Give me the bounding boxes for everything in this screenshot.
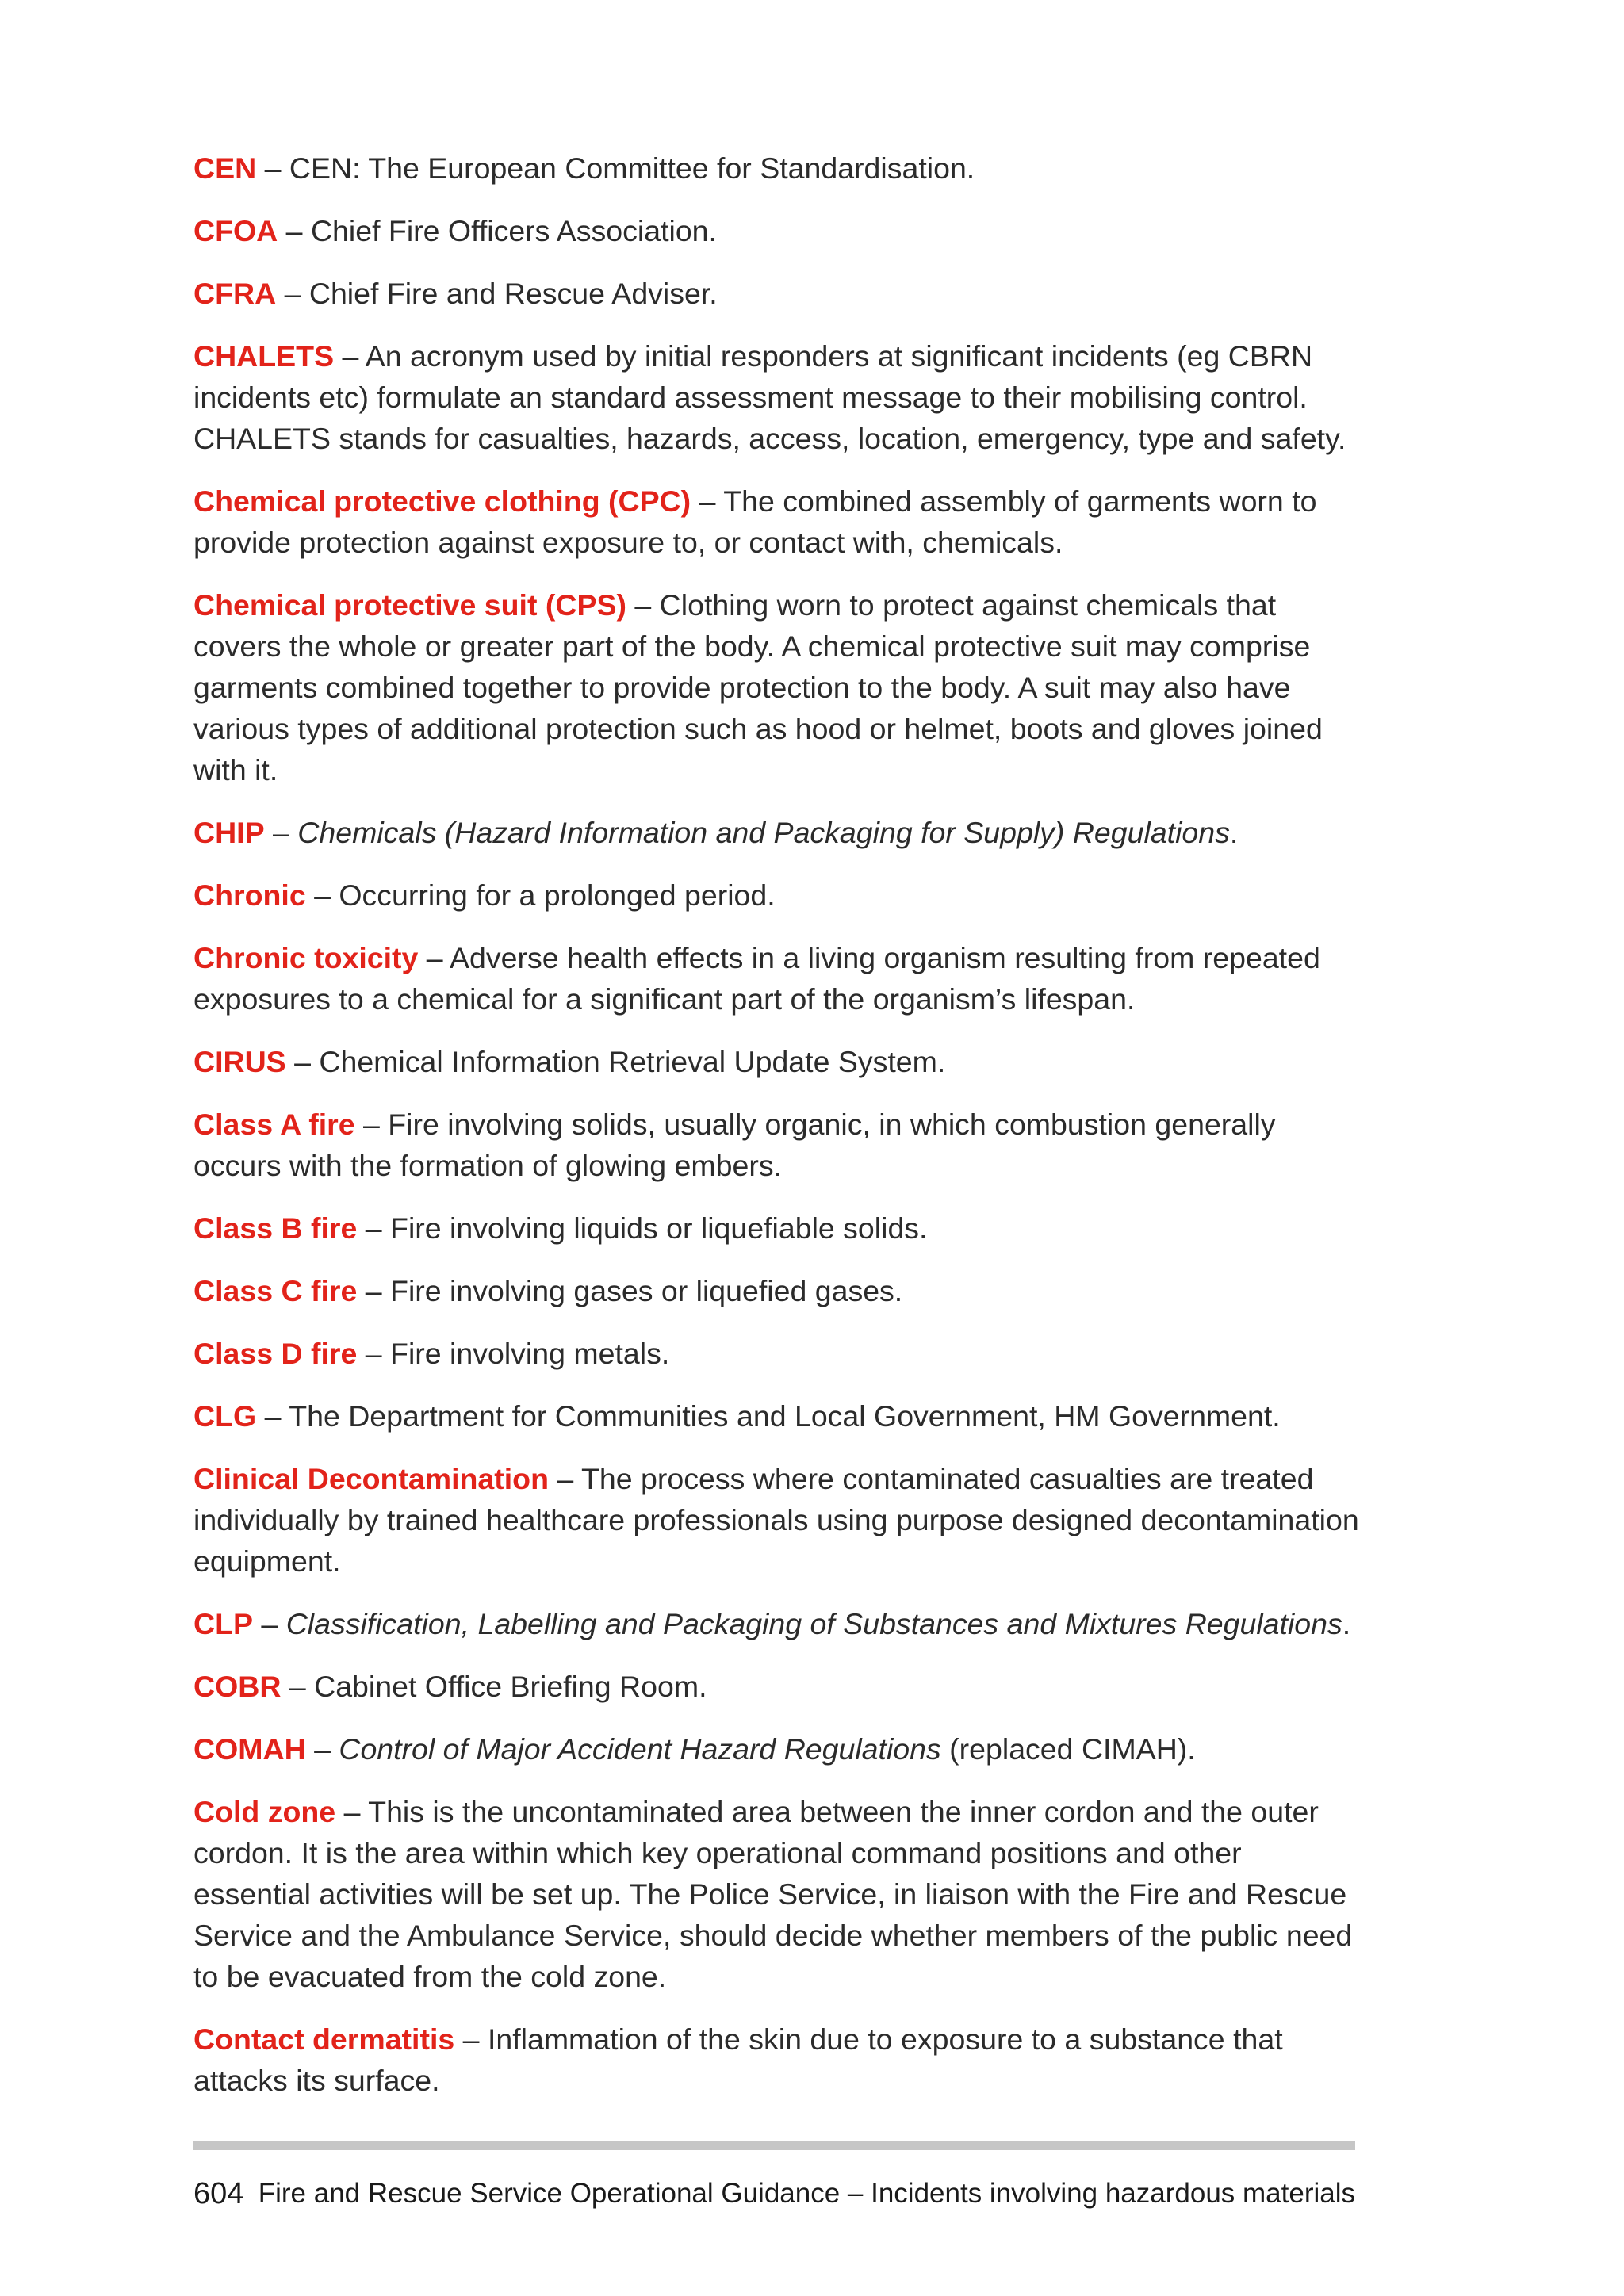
- glossary-entry: [193, 1603, 1359, 1644]
- glossary-entry: [193, 1791, 1359, 1997]
- glossary-term: Clinical Decontamination: [193, 1462, 549, 1495]
- term-separator: –: [418, 941, 450, 974]
- glossary-term: Cold zone: [193, 1795, 336, 1828]
- glossary-term: CEN: [193, 151, 257, 185]
- term-separator: –: [256, 151, 289, 185]
- glossary-term: Class C fire: [193, 1274, 358, 1307]
- term-separator: –: [305, 1732, 339, 1766]
- term-separator: –: [549, 1462, 582, 1495]
- term-separator: –: [334, 339, 366, 373]
- glossary-definition: .: [1229, 816, 1239, 849]
- glossary-entry: [193, 937, 1359, 1020]
- glossary-term: COMAH: [193, 1732, 306, 1766]
- term-separator: –: [256, 1399, 289, 1433]
- glossary-definition: Fire involving metals.: [390, 1337, 670, 1370]
- glossary-term: CFRA: [193, 277, 277, 310]
- term-separator: –: [281, 1670, 315, 1703]
- glossary-term: Class B fire: [193, 1211, 358, 1245]
- term-separator: –: [454, 2022, 488, 2056]
- term-separator: –: [335, 1795, 369, 1828]
- glossary-term: Chronic toxicity: [193, 941, 419, 974]
- glossary-entry: [193, 210, 1359, 251]
- glossary-definition: Fire involving solids, usually organic, in which combustion generally occurs with the formation of glowing embers.: [193, 1108, 1276, 1182]
- glossary-definition: Chief Fire and Rescue Adviser.: [308, 277, 718, 310]
- glossary-definition: Cabinet Office Briefing Room.: [314, 1670, 707, 1703]
- term-separator: –: [276, 277, 309, 310]
- glossary-entry: [193, 273, 1359, 314]
- glossary-definition: Control of Major Accident Hazard Regulations: [339, 1732, 941, 1766]
- page-number: 604: [193, 2177, 244, 2210]
- glossary-term: Chemical protective clothing (CPC): [193, 484, 691, 518]
- term-separator: –: [278, 214, 311, 247]
- glossary-definition: CEN: The European Committee for Standardisation.: [289, 151, 975, 185]
- glossary-definition: This is the uncontaminated area between the inner cordon and the outer cordon. It is the area within which key operational command positions and other essential activities will be set up. The Police Service, in liaison with the Fire and Rescue Service and the Ambulance Service, should decide whether members of the public need to be evacuated from the cold zone.: [193, 1795, 1353, 1993]
- glossary-entry: [193, 2019, 1359, 2101]
- glossary-definition: The combined assembly of garments worn to provide protection against exposure to, or contact with, chemicals.: [193, 484, 1317, 559]
- glossary-definition: Chief Fire Officers Association.: [310, 214, 717, 247]
- glossary-entry: [193, 1270, 1359, 1311]
- glossary-list: [193, 147, 1359, 2122]
- footer-document-title: Fire and Rescue Service Operational Guidance – Incidents involving hazardous materials: [258, 2178, 1355, 2209]
- term-separator: –: [253, 1607, 286, 1640]
- glossary-term: CFOA: [193, 214, 278, 247]
- glossary-term: Contact dermatitis: [193, 2022, 455, 2056]
- glossary-term: CLP: [193, 1607, 253, 1640]
- term-separator: –: [264, 816, 298, 849]
- term-separator: –: [305, 878, 339, 912]
- glossary-entry: [193, 1458, 1359, 1582]
- glossary-entry: [193, 584, 1359, 790]
- term-separator: –: [357, 1337, 391, 1370]
- glossary-entry: [193, 1728, 1359, 1770]
- glossary-definition: Chemicals (Hazard Information and Packaging for Supply) Regulations: [297, 816, 1230, 849]
- glossary-entry: [193, 1207, 1359, 1249]
- page-footer: [193, 2174, 1355, 2214]
- glossary-entry: [193, 1395, 1359, 1437]
- glossary-term: Class D fire: [193, 1337, 358, 1370]
- glossary-entry: [193, 1333, 1359, 1374]
- glossary-term: Chemical protective suit (CPS): [193, 588, 626, 622]
- glossary-definition: (replaced CIMAH).: [940, 1732, 1196, 1766]
- glossary-term: Chronic: [193, 878, 306, 912]
- glossary-term: CIRUS: [193, 1045, 286, 1078]
- glossary-term: CHALETS: [193, 339, 335, 373]
- glossary-definition: Fire involving liquids or liquefiable solids.: [390, 1211, 928, 1245]
- glossary-entry: [193, 1666, 1359, 1707]
- glossary-entry: [193, 480, 1359, 563]
- footer-divider: [193, 2141, 1355, 2150]
- glossary-entry: [193, 147, 1359, 189]
- glossary-term: CLG: [193, 1399, 257, 1433]
- term-separator: –: [357, 1274, 391, 1307]
- glossary-definition: Fire involving gases or liquefied gases.: [390, 1274, 903, 1307]
- glossary-definition: The Department for Communities and Local Government, HM Government.: [289, 1399, 1281, 1433]
- glossary-entry: [193, 874, 1359, 916]
- glossary-definition: Inflammation of the skin due to exposure to a substance that attacks its surface.: [193, 2022, 1283, 2097]
- glossary-definition: Clothing worn to protect against chemicals that covers the whole or greater part of the body. A chemical protective suit may comprise garments combined together to provide protection to the body. A suit may also have various types of additional protection such as hood or helmet, boots and gloves joined with it.: [193, 588, 1323, 786]
- glossary-definition: An acronym used by initial responders at significant incidents (eg CBRN incidents etc) formulate an standard assessment message to their mobilising control. CHALETS stands for casualties, hazards, access, location, emergency, type and safety.: [193, 339, 1346, 455]
- glossary-entry: [193, 1104, 1359, 1186]
- glossary-definition: .: [1342, 1607, 1351, 1640]
- term-separator: –: [285, 1045, 320, 1078]
- glossary-term: COBR: [193, 1670, 282, 1703]
- glossary-entry: [193, 1041, 1359, 1082]
- term-separator: –: [691, 484, 724, 518]
- glossary-definition: Chemical Information Retrieval Update System.: [319, 1045, 946, 1078]
- glossary-term: Class A fire: [193, 1108, 355, 1141]
- term-separator: –: [354, 1108, 389, 1141]
- glossary-entry: [193, 812, 1359, 853]
- glossary-definition: Adverse health effects in a living organism resulting from repeated exposures to a chemical for a significant part of the organism’s lifespan.: [193, 941, 1320, 1016]
- glossary-entry: [193, 335, 1359, 459]
- term-separator: –: [626, 588, 660, 622]
- glossary-definition: Classification, Labelling and Packaging of Substances and Mixtures Regulations: [285, 1607, 1342, 1640]
- glossary-definition: The process where contaminated casualties are treated individually by trained healthcare professionals using purpose designed decontamination equipment.: [193, 1462, 1359, 1578]
- glossary-term: CHIP: [193, 816, 265, 849]
- term-separator: –: [357, 1211, 391, 1245]
- glossary-definition: Occurring for a prolonged period.: [339, 878, 776, 912]
